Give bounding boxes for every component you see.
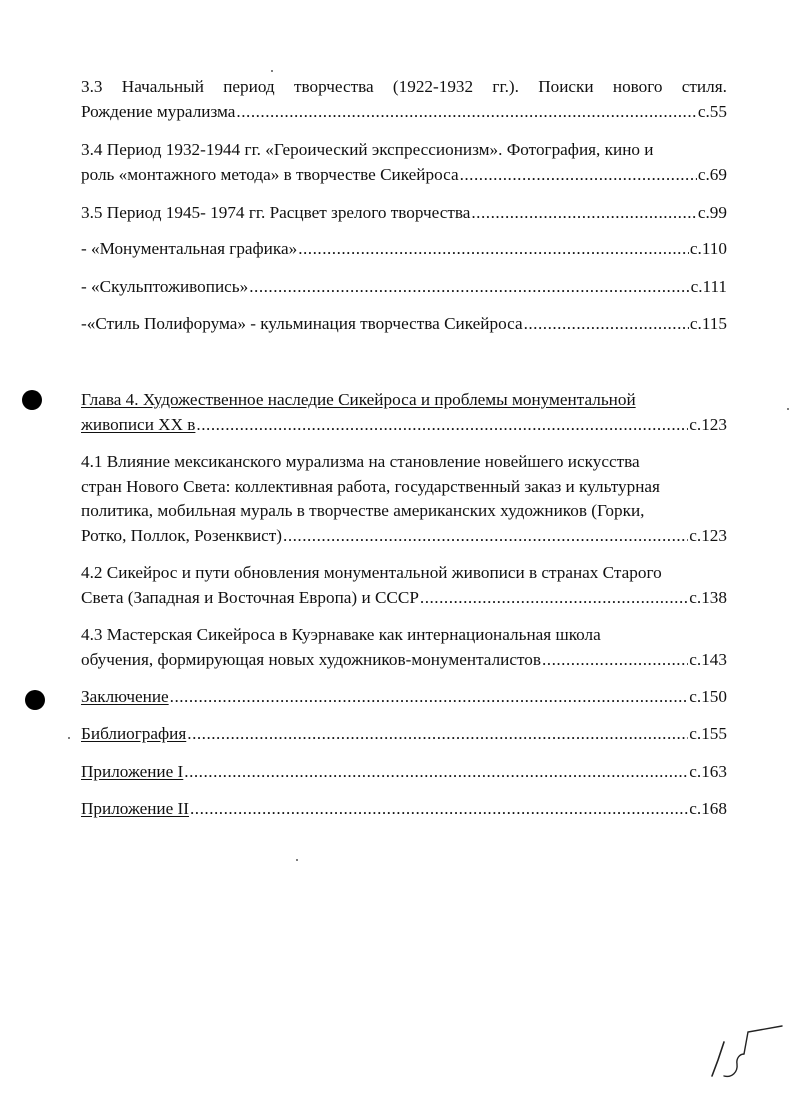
toc-chapter-title: Глава 4. Художественное наследие Сикейроса и проблемы монументальной xyxy=(81,390,636,409)
toc-page-number: с.55 xyxy=(697,101,727,121)
toc-entry-line xyxy=(81,648,727,673)
toc-entry-3-4 xyxy=(81,138,727,187)
toc-entry-line xyxy=(81,138,727,163)
leader-dots xyxy=(460,163,697,188)
word: 3.3 xyxy=(81,77,103,96)
toc-entry-line xyxy=(81,388,727,413)
toc-page-number: с.69 xyxy=(697,164,727,184)
word: Поиски xyxy=(538,77,594,96)
word: творчества xyxy=(293,77,374,96)
leader-dots xyxy=(283,524,688,549)
toc-entry-title: -«Стиль Полифорума» - кульминация творчества Сикейроса xyxy=(81,314,523,333)
toc-entry-title: 3.4 Период 1932-1944 гг. «Героический экспрессионизм». Фотография, кино и xyxy=(81,140,654,159)
toc-page-number: с.99 xyxy=(697,203,727,222)
leader-dots xyxy=(236,100,696,125)
toc-entry-title: роль «монтажного метода» в творчестве Сикейроса xyxy=(81,164,459,184)
scan-speck xyxy=(787,408,789,410)
toc-chapter-title: Приложение II xyxy=(81,799,189,818)
leader-dots xyxy=(190,797,688,822)
toc-chapter-4 xyxy=(81,388,727,437)
toc-entry-line xyxy=(81,413,727,438)
leader-dots xyxy=(187,722,688,747)
leader-dots xyxy=(298,237,689,262)
toc-entry-line xyxy=(81,760,727,785)
toc-page-number: с.138 xyxy=(689,587,727,607)
toc-entry-line xyxy=(81,450,727,475)
toc-entry-line xyxy=(81,623,727,648)
toc-chapter-title: живописи XX в xyxy=(81,414,196,434)
toc-entry-monumental-graphics xyxy=(81,237,727,262)
toc-entry-line xyxy=(81,312,727,337)
toc-entry-line xyxy=(81,722,727,747)
punch-hole xyxy=(22,390,42,410)
scan-speck xyxy=(68,737,70,739)
toc-page-number: с.143 xyxy=(689,649,727,669)
toc-conclusion xyxy=(81,685,727,710)
toc-entry-line xyxy=(81,201,727,226)
toc-page-number: с.155 xyxy=(689,724,727,743)
toc-page-number: с.123 xyxy=(689,525,727,545)
toc-entry-title: Рождение мурализма xyxy=(81,101,236,121)
toc-chapter-title: Библиография xyxy=(81,724,187,743)
leader-dots xyxy=(542,648,688,673)
word: стиля. xyxy=(681,77,727,96)
word: (1922-1932 xyxy=(392,77,474,96)
toc-appendix-2 xyxy=(81,797,727,822)
toc-entry-3-5 xyxy=(81,201,727,226)
toc-entry-line xyxy=(81,499,727,524)
toc-entry-sculpto-painting xyxy=(81,275,727,300)
toc-entry-title: 3.5 Период 1945- 1974 гг. Расцвет зрелого творчества xyxy=(81,203,471,222)
toc-entry-line xyxy=(81,75,727,100)
toc-entry-title: - «Скульптоживопись» xyxy=(81,277,249,296)
toc-entry-line xyxy=(81,586,727,611)
toc-entry-title: Ротко, Поллок, Розенквист) xyxy=(81,525,283,545)
toc-entry-title: 4.1 Влияние мексиканского мурализма на становление новейшего искусства xyxy=(81,452,640,471)
toc-entry-title: обучения, формирующая новых художников-монументалистов xyxy=(81,649,541,669)
toc-entry-4-3 xyxy=(81,623,727,672)
word: гг.). xyxy=(492,77,519,96)
toc-entry-line xyxy=(81,561,727,586)
toc-page-number: с.163 xyxy=(689,762,727,781)
scan-speck xyxy=(296,859,298,861)
toc-page-number: с.110 xyxy=(689,239,727,258)
toc-entry-title: стран Нового Света: коллективная работа, государственный заказ и культурная xyxy=(81,476,660,496)
leader-dots xyxy=(471,201,697,226)
handwritten-page-number xyxy=(700,1020,790,1090)
toc-entry-title: Света (Западная и Восточная Европа) и СССР xyxy=(81,587,419,607)
toc-entry-line xyxy=(81,475,727,500)
toc-entry-line xyxy=(81,524,727,549)
toc-entry-polyforum xyxy=(81,312,727,337)
toc-chapter-title: Приложение I xyxy=(81,762,184,781)
toc-entry-title: 4.3 Мастерская Сикейроса в Куэрнаваке как интернациональная школа xyxy=(81,625,601,644)
leader-dots xyxy=(184,760,688,785)
toc-entry-line xyxy=(81,100,727,125)
scan-speck xyxy=(271,70,273,72)
toc-page-number: с.168 xyxy=(689,799,727,818)
toc-entry-4-2 xyxy=(81,561,727,610)
toc-entry-3-3 xyxy=(81,75,727,124)
leader-dots xyxy=(170,685,689,710)
toc-entry-line xyxy=(81,163,727,188)
toc-entry-line xyxy=(81,237,727,262)
toc-entry-line xyxy=(81,685,727,710)
toc-entry-title: - «Монументальная графика» xyxy=(81,239,298,258)
leader-dots xyxy=(196,413,688,438)
toc-page-number: с.115 xyxy=(689,314,727,333)
toc-page-number: с.111 xyxy=(690,277,727,296)
toc-bibliography xyxy=(81,722,727,747)
toc-entry-line xyxy=(81,275,727,300)
toc-entry-title: политика, мобильная мураль в творчестве американских художников (Горки, xyxy=(81,501,645,520)
leader-dots xyxy=(249,275,689,300)
leader-dots xyxy=(524,312,689,337)
toc-page-number: с.150 xyxy=(689,687,727,706)
toc-page-number: с.123 xyxy=(689,414,727,434)
punch-hole xyxy=(25,690,45,710)
toc-entry-4-1 xyxy=(81,450,727,548)
toc-chapter-title: Заключение xyxy=(81,687,169,706)
toc-appendix-1 xyxy=(81,760,727,785)
word: Начальный xyxy=(121,77,204,96)
word: нового xyxy=(612,77,663,96)
toc-entry-title: 4.2 Сикейрос и пути обновления монументальной живописи в странах Старого xyxy=(81,563,662,582)
word: период xyxy=(223,77,275,96)
leader-dots xyxy=(420,586,688,611)
toc-entry-line xyxy=(81,797,727,822)
